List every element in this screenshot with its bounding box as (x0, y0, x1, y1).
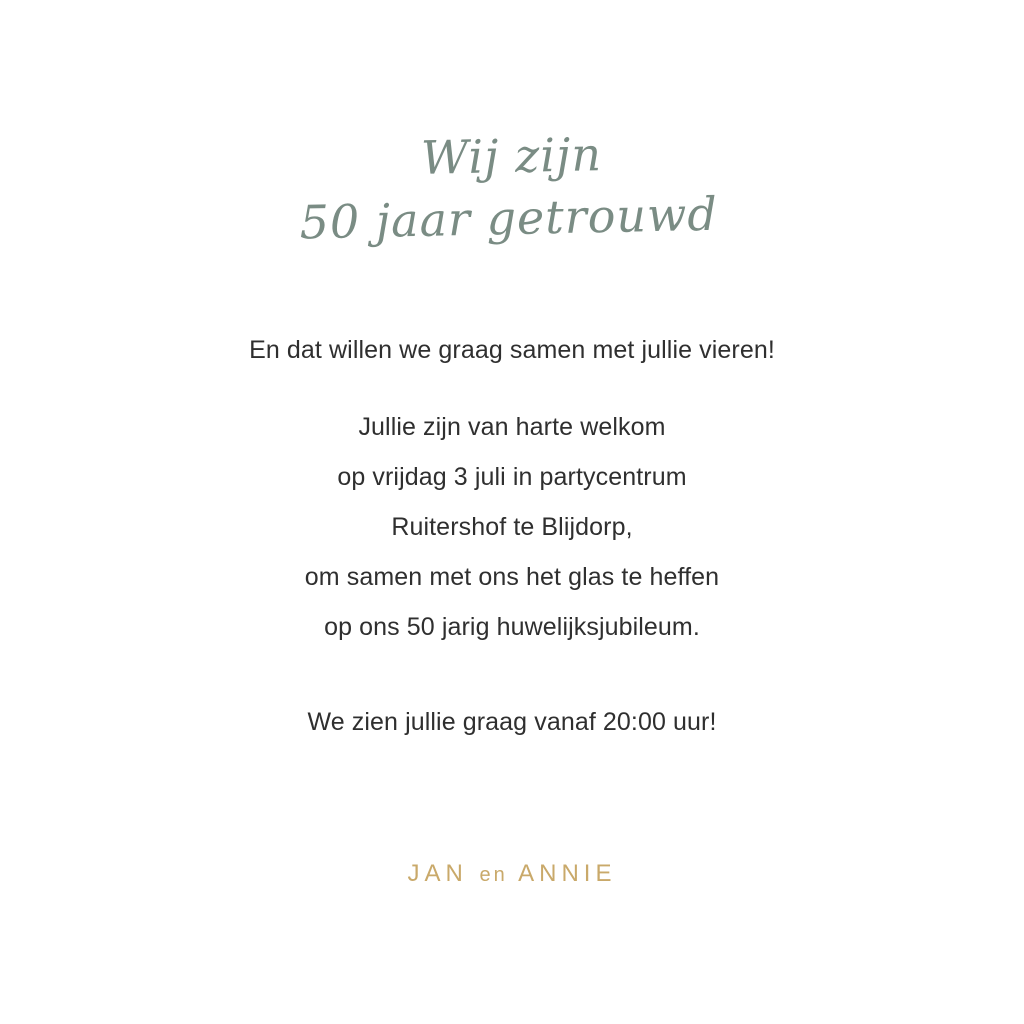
headline-line-1: Wij zijn (420, 127, 603, 185)
signature-second-name: ANNIE (518, 860, 617, 888)
invite-details (249, 415, 775, 640)
signature-first-name: JAN (407, 860, 468, 888)
invite-line: Jullie zijn van harte welkom (358, 413, 666, 442)
invite-line: Ruitershof te Blijdorp, (391, 513, 633, 542)
signature (408, 860, 617, 888)
headline-line-2: 50 jaar getrouwd (299, 186, 719, 250)
headline (299, 124, 719, 251)
intro-text: En dat willen we graag samen met jullie vieren! (249, 336, 775, 365)
signature-conjunction: en (479, 864, 508, 887)
invite-line: op vrijdag 3 juli in partycentrum (337, 463, 687, 492)
closing-text: We zien jullie graag vanaf 20:00 uur! (307, 708, 717, 737)
invite-line: om samen met ons het glas te heffen (304, 563, 720, 592)
invite-line: op ons 50 jarig huwelijksjubileum. (324, 613, 700, 642)
invitation-body (249, 338, 775, 760)
